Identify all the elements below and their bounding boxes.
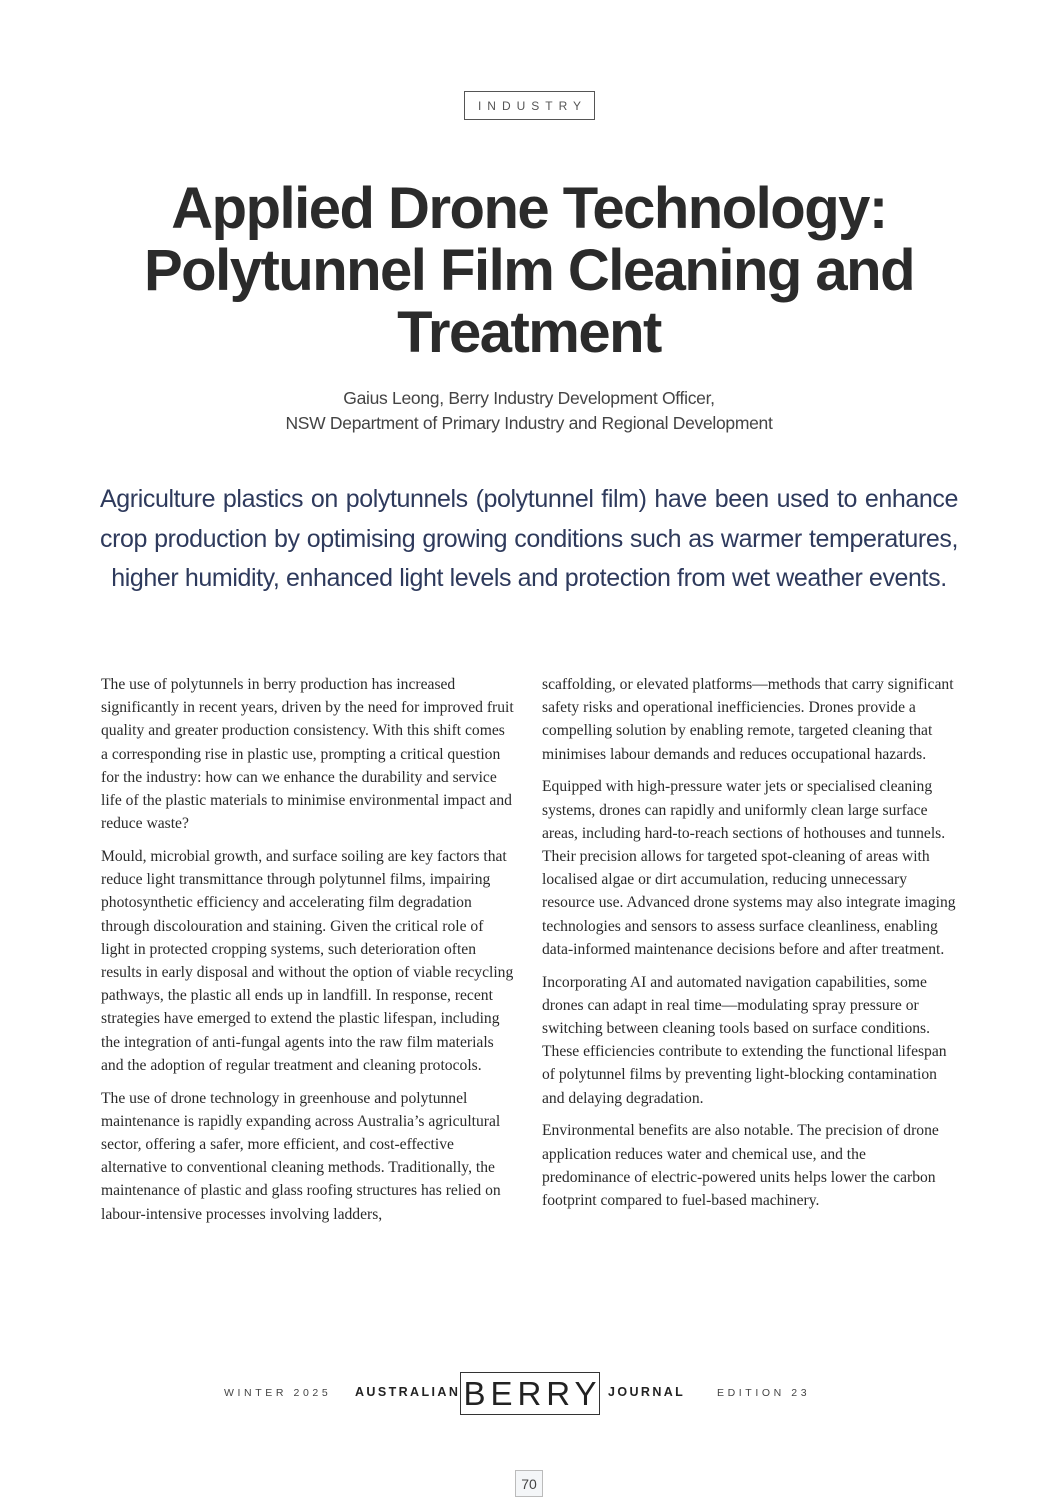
body-paragraph: Environmental benefits are also notable. The precision of drone application reduces water and chemical use, and the predominance of electric-powered units helps lower the carbon footprint compared to fuel-based machinery.: [542, 1122, 939, 1210]
body-paragraph: Incorporating AI and automated navigation capabilities, some drones can adapt in real time—modulating spray pressure or switching between cleaning tools based on surface conditions. These efficiencies contribute to extending the functional lifespan of polytunnel films by preventing light-blocking contamination and delaying degradation.: [542, 973, 947, 1107]
footer-season: WINTER 2025: [224, 1387, 332, 1399]
footer-masthead-logo: BERRY: [460, 1372, 600, 1415]
body-paragraph: Equipped with high-pressure water jets or specialised cleaning systems, drones can rapidly and uniformly clean large surface areas, including hard-to-reach sections of hothouses and tunnels. Their precision allows for targeted spot-cleaning of areas with localised algae or dirt accumulation, reducing unnecessary resource use. Advanced drone systems may also integrate imaging technologies and sensors to assess surface cleanliness, enabling data-informed maintenance decisions before and after treatment.: [542, 778, 956, 958]
article-title: Applied Drone Technology: Polytunnel Film Cleaning and Treatment: [143, 176, 915, 365]
body-paragraph: The use of polytunnels in berry production has increased significantly in recent years, driven by the need for improved fruit quality and greater production consistency. With this shift comes a corresponding rise in plastic use, prompting a critical question for the industry: how can we enhance the durability and service life of the plastic materials to minimise environmental impact and reduce waste?: [101, 676, 514, 833]
intro-paragraph: Agriculture plastics on polytunnels (polytunnel film) have been used to enhance crop production by optimising growing conditions such as warmer temperatures, higher humidity, enhanced light levels and protection from wet weather events.: [100, 485, 958, 592]
page-footer: [0, 1372, 1058, 1416]
byline-organisation: NSW Department of Primary Industry and Regional Development: [285, 413, 773, 433]
body-column-left: [101, 673, 515, 1235]
page-number: 70: [515, 1470, 543, 1497]
body-paragraph: Mould, microbial growth, and surface soiling are key factors that reduce light transmittance through polytunnel films, impairing photosynthetic efficiency and accelerating film degradation through discolouration and staining. Given the critical role of light in protected cropping systems, such deterioration often results in early disposal and without the option of viable recycling pathways, the plastic all ends up in landfill. In response, recent strategies have emerged to extend the plastic lifespan, including the integration of anti-fungal agents into the raw film materials and the adoption of regular treatment and cleaning protocols.: [101, 848, 514, 1074]
body-paragraph: The use of drone technology in greenhouse and polytunnel maintenance is rapidly expanding across Australia’s agricultural sector, offering a safer, more efficient, and cost-effective alternative to conventional cleaning methods. Traditionally, the maintenance of plastic and glass roofing structures has relied on labour-intensive processes involving ladders,: [101, 1089, 501, 1223]
body-paragraph: scaffolding, or elevated platforms—methods that carry significant safety risks and operational inefficiencies. Drones provide a compelling solution by enabling remote, targeted cleaning that minimises labour demands and reduces occupational hazards.: [542, 676, 954, 763]
body-column-right: [542, 673, 956, 1222]
footer-edition: EDITION 23: [717, 1387, 811, 1399]
footer-masthead-left: AUSTRALIAN: [355, 1385, 461, 1399]
section-tag: INDUSTRY: [464, 91, 595, 120]
footer-masthead-right: JOURNAL: [608, 1385, 686, 1399]
byline-author: Gaius Leong, Berry Industry Development Officer,: [343, 388, 715, 408]
byline: [130, 386, 928, 436]
